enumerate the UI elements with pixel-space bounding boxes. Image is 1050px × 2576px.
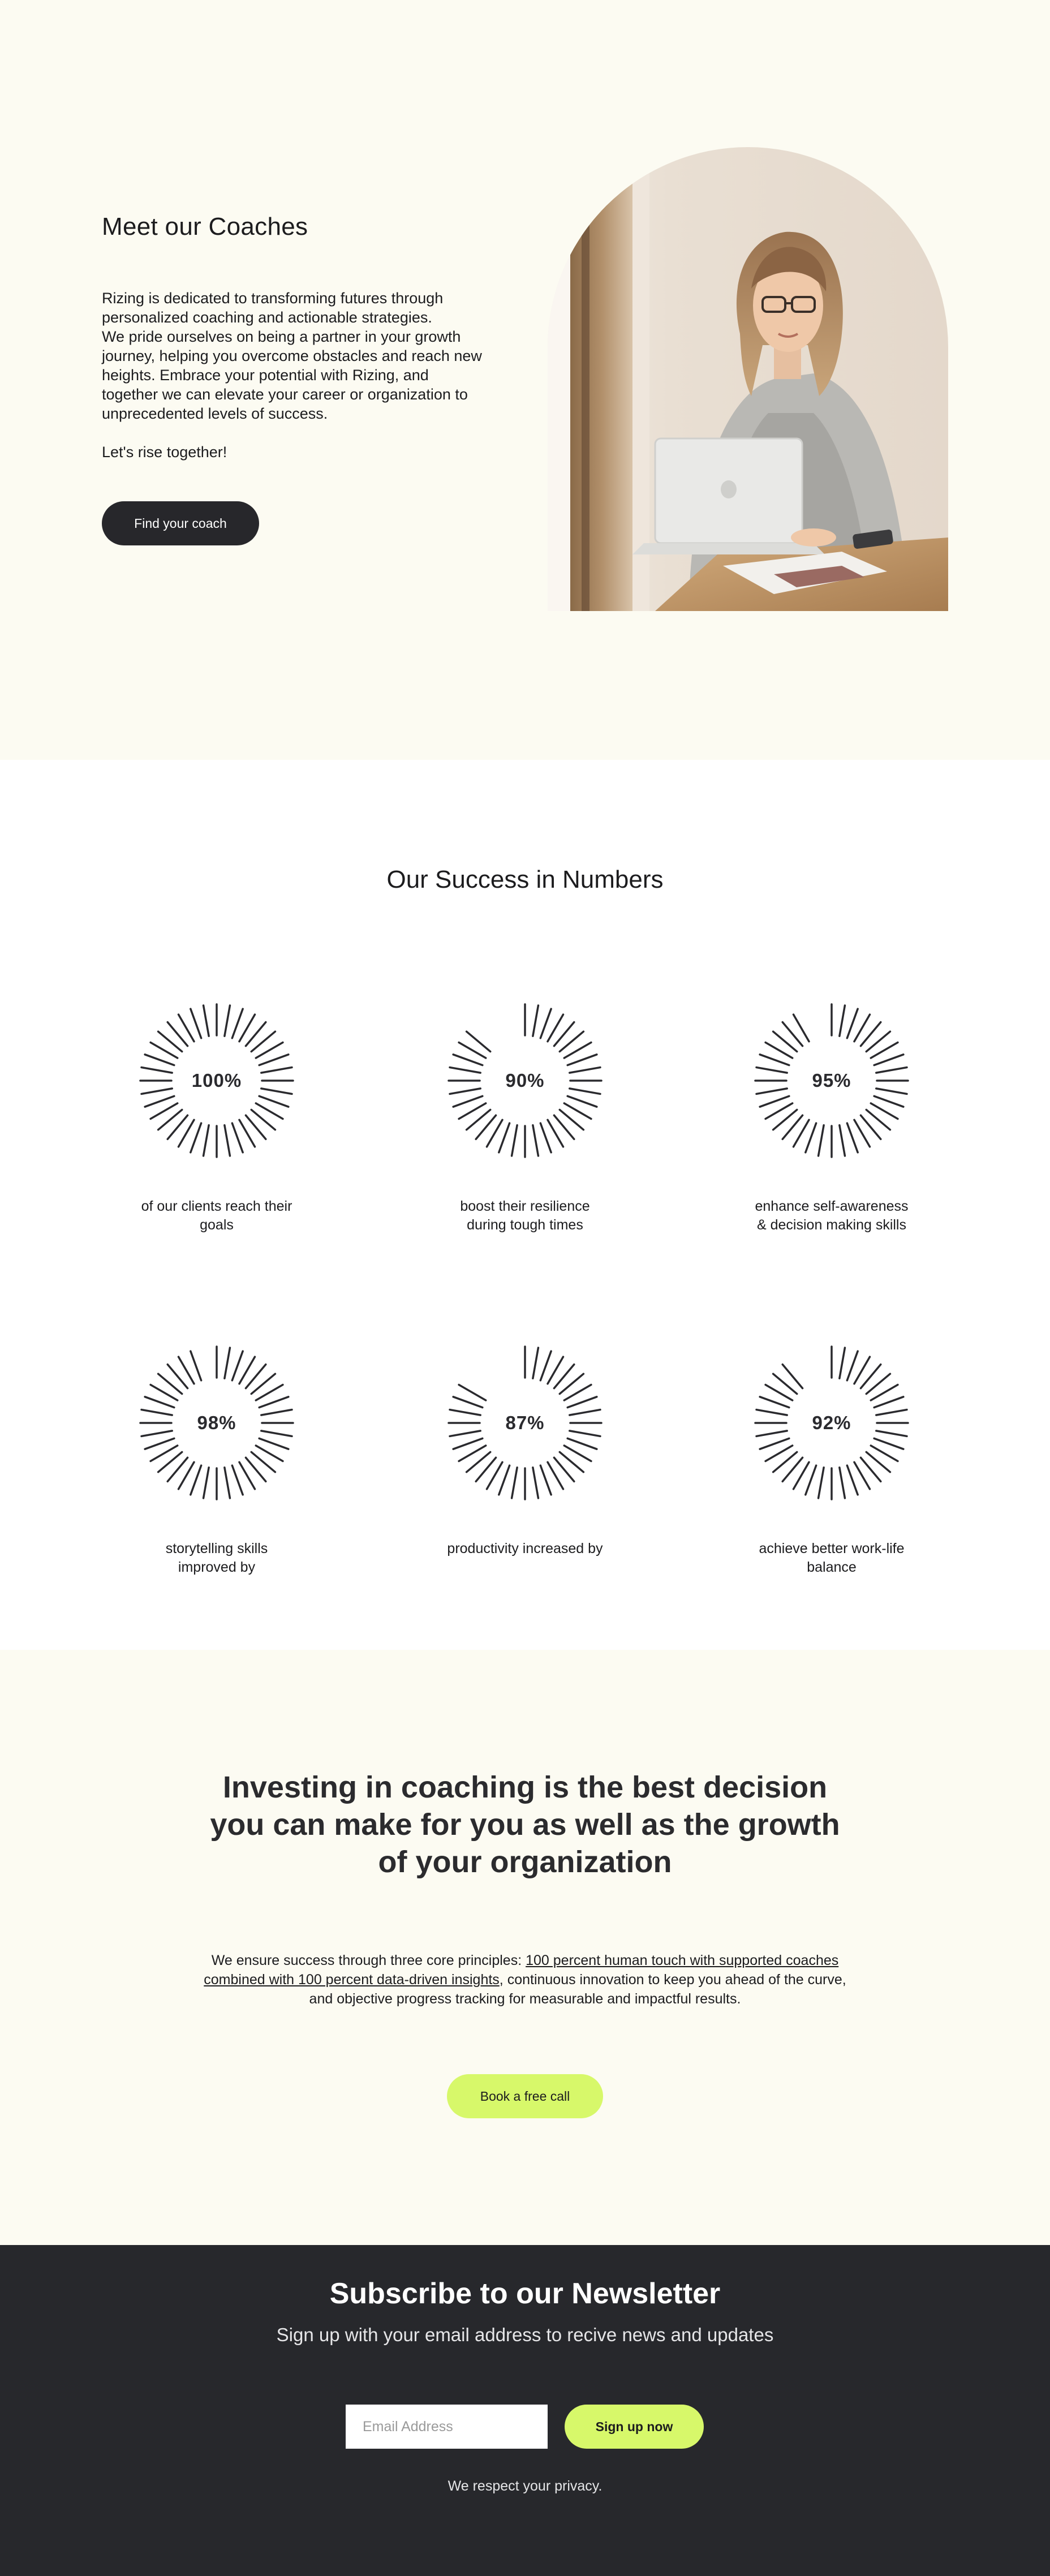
- hero-title: Meet our Coaches: [102, 213, 308, 240]
- stat-card: [395, 1338, 655, 1558]
- privacy-note: We respect your privacy.: [447, 2478, 603, 2494]
- stat-percentage: 100%: [191, 1070, 242, 1091]
- stat-label: achieve better work-life balance: [759, 1541, 905, 1575]
- cta-text-after: , continuous innovation to keep you ahead of the curve, and objective progress tracking for measurable and impactful results.: [309, 1972, 846, 2007]
- stat-card: [87, 1338, 347, 1577]
- stat-percentage: 90%: [505, 1070, 545, 1091]
- stat-percentage: 92%: [812, 1412, 851, 1433]
- stats-section: [0, 760, 1050, 1650]
- cta-description: [204, 1951, 846, 2009]
- book-call-button[interactable]: Book a free call: [447, 2074, 603, 2118]
- coach-photo-image: [548, 147, 948, 611]
- stat-percentage: 95%: [812, 1070, 851, 1091]
- stat-label: productivity increased by: [447, 1541, 603, 1556]
- email-input[interactable]: [346, 2405, 548, 2449]
- stat-card: [702, 1338, 962, 1577]
- stat-card: [87, 996, 347, 1235]
- cta-principles-link[interactable]: 100 percent human touch with supported coaches combined with 100 percent data-driven insights: [204, 1953, 839, 1988]
- newsletter-subtitle: Sign up with your email address to recive news and updates: [276, 2324, 774, 2345]
- stat-label: of our clients reach their goals: [141, 1198, 292, 1233]
- stat-label: enhance self-awareness & decision making skills: [755, 1198, 909, 1233]
- stat-label: boost their resilience during tough times: [460, 1198, 590, 1233]
- hero-paragraph-2: We pride ourselves on being a partner in your growth journey, helping you overcome obstacles and reach new heights. Embrace your potential with Rizing, and together we can elevate your career or organization to unprecedented levels of success.: [102, 328, 482, 422]
- hero-section: [0, 0, 1050, 760]
- stat-card: [702, 996, 962, 1235]
- newsletter-title: Subscribe to our Newsletter: [329, 2277, 721, 2310]
- cta-title: Investing in coaching is the best decision you can make for you as well as the growth of your organization: [210, 1770, 840, 1879]
- stat-percentage: 87%: [505, 1412, 545, 1433]
- cta-text-before: We ensure success through three core principles:: [211, 1953, 526, 1968]
- signup-button[interactable]: Sign up now: [565, 2405, 704, 2449]
- coach-photo: [548, 147, 948, 611]
- stats-title: Our Success in Numbers: [386, 866, 664, 893]
- stat-percentage: 98%: [197, 1412, 236, 1433]
- hero-paragraph-3: Let's rise together!: [102, 444, 227, 461]
- cta-section: [0, 1650, 1050, 2245]
- newsletter-section: [0, 2245, 1050, 2576]
- hero-paragraph-1: Rizing is dedicated to transforming futures through personalized coaching and actionable strategies.: [102, 290, 444, 326]
- hero-description: [102, 289, 487, 462]
- stat-label: storytelling skills improved by: [165, 1541, 268, 1575]
- stat-card: [395, 996, 655, 1235]
- find-coach-button[interactable]: Find your coach: [102, 501, 259, 545]
